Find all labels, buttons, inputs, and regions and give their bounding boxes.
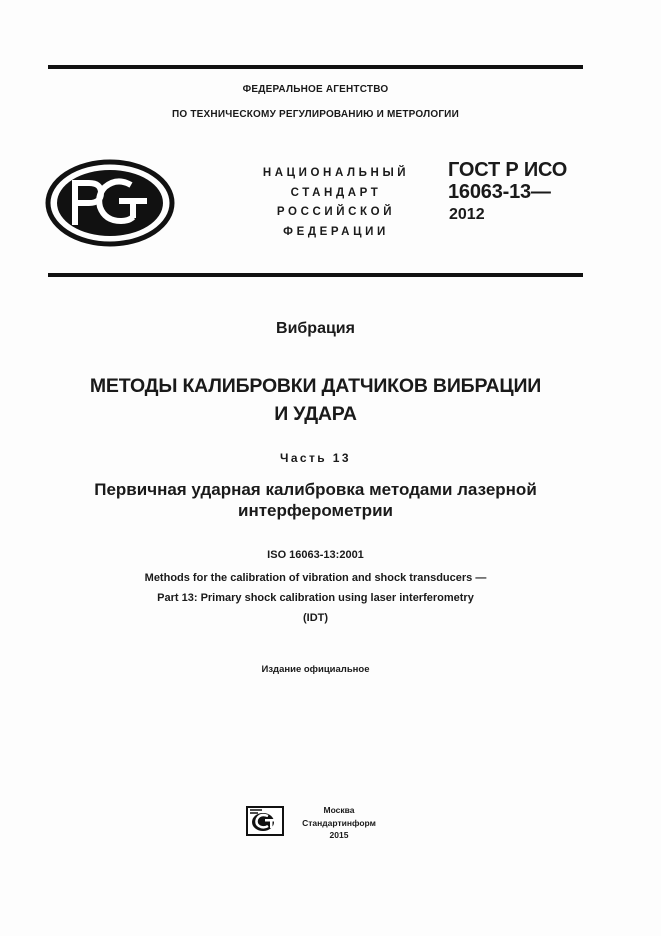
edition-note: Издание официальное xyxy=(261,664,370,675)
middle-rule xyxy=(48,273,583,277)
publisher-city: Москва xyxy=(323,805,355,815)
part-number: Часть 13 xyxy=(280,451,351,465)
document-title-line-2: И УДАРА xyxy=(274,403,357,425)
national-standard-line-2: СТАНДАРТ xyxy=(290,186,382,199)
publisher-block xyxy=(293,804,385,842)
iso-code: ISO 16063-13:2001 xyxy=(267,549,364,561)
standard-designation-line-2: 16063-13— xyxy=(448,181,551,203)
top-rule xyxy=(48,65,583,69)
part-title-line-2: интерферометрии xyxy=(238,501,393,520)
standard-designation xyxy=(448,159,567,203)
iso-title xyxy=(48,568,583,628)
gost-r-emblem-icon xyxy=(45,159,175,247)
standard-year: 2012 xyxy=(449,206,485,223)
document-title xyxy=(48,372,583,428)
subject-heading: Вибрация xyxy=(276,320,355,337)
part-title-line-1: Первичная ударная калибровка методами лазерной xyxy=(94,480,537,499)
national-standard-line-3: РОССИЙСКОЙ xyxy=(276,206,396,218)
iso-title-line-3: (IDT) xyxy=(302,612,329,624)
publisher-name: Стандартинформ xyxy=(302,817,376,828)
publisher-year: 2015 xyxy=(329,830,349,840)
national-standard-line-4: ФЕДЕРАЦИИ xyxy=(283,225,389,238)
national-standard-block xyxy=(226,164,446,242)
agency-line-2: ПО ТЕХНИЧЕСКОМУ РЕГУЛИРОВАНИЮ И МЕТРОЛОГИИ xyxy=(172,109,459,120)
iso-title-line-1: Methods for the calibration of vibration and shock transducers — xyxy=(144,572,487,584)
standartinform-logo-icon xyxy=(246,806,284,836)
agency-line-1: ФЕДЕРАЛЬНОЕ АГЕНТСТВО xyxy=(242,84,389,95)
document-title-line-1: МЕТОДЫ КАЛИБРОВКИ ДАТЧИКОВ ВИБРАЦИИ xyxy=(89,375,542,397)
part-title xyxy=(48,479,583,521)
iso-title-line-2: Part 13: Primary shock calibration using laser interferometry xyxy=(157,592,474,604)
national-standard-line-1: НАЦИОНАЛЬНЫЙ xyxy=(262,167,410,179)
standard-designation-line-1: ГОСТ Р ИСО xyxy=(448,159,568,181)
